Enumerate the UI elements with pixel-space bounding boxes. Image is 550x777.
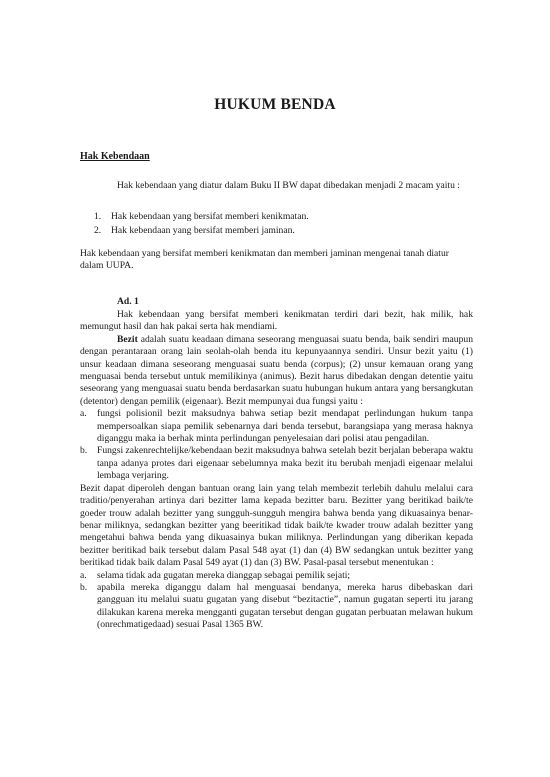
list-item-text: selama tidak ada gugatan mereka dianggap sebagai pemilik sejati;: [97, 569, 351, 581]
intro-paragraph: Hak kebendaan yang diatur dalam Buku II BW dapat dibedakan menjadi 2 macam yaitu :: [117, 180, 460, 191]
list-item-text: apabila mereka diganggu dalam hal menguasai bendanya, mereka harus dibebaskan dari gangguan itu melalui suatu gugatan yang disebut “bezitactie”, namun gugatan seperti itu jarang dilakukan karena mereka mengganti gugatan tersebut dengan gugatan perbuatan melawan hukum (onrechmatigedaad) sesuai Pasal 1365 BW.: [97, 581, 473, 631]
list-item: [94, 225, 473, 237]
list-item-text: Hak kebendaan yang bersifat memberi jaminan.: [111, 224, 295, 236]
list-item: [80, 570, 473, 582]
list-marker: a.: [80, 408, 87, 420]
list-marker: b.: [80, 445, 88, 457]
list-item-text: Hak kebendaan yang bersifat memberi kenikmatan.: [111, 211, 309, 222]
list-marker: a.: [80, 569, 87, 581]
list-item-text: Fungsi zakenrechtelijke/kebendaan bezit maksudnya bahwa setelah bezit berjalan beberapa waktu tanpa adanya protes dari eigenaar sebelumnya maka bezit itu berubah menjadi eigenaar melalui lembaga verjaring.: [97, 445, 473, 482]
list-item: [80, 582, 473, 632]
summary-paragraph: Hak kebendaan yang bersifat memberi kenikmatan dan memberi jaminan mengenai tanah diatur dalam UUPA.: [80, 248, 449, 272]
subsection-heading: Ad. 1: [117, 296, 139, 307]
bezit-paragraph: [80, 334, 473, 408]
fungsi-list: [80, 408, 473, 482]
ketentuan-list: [80, 570, 473, 632]
bezit-term: Bezit: [117, 333, 138, 345]
document-title: HUKUM BENDA: [214, 96, 336, 113]
list-item: [80, 408, 473, 445]
list-number: 2.: [94, 224, 102, 236]
ad1-paragraph-3: Bezit dapat diperoleh dengan bantuan orang lain yang telah membezit terlebih dahulu melalui cara traditio/penyerahan artinya dari bezitter lama kepada bezitter baru. Bezitter yang beritikad baik/te goeder trouw adalah bezitter yang sungguh-sungguh mengira bahwa benda yang dikuasainya benar-benar miliknya, sedangkan bezitter yang beeritikad tidak baik/te kwader trouw adalah bezitter yang mengetahui bahwa benda yang dikuasainya bukan miliknya. Perlindungan yang diberikan kepada bezitter beritikad baik tersebut dalam Pasal 548 ayat (1) dan (4) BW sedangkan untuk bezitter yang beritikad tidak baik dalam Pasal 549 ayat (1) dan (3) BW. Pasal-pasal tersebut menentukan :: [80, 482, 473, 569]
list-item: [94, 211, 473, 223]
list-item-text: fungsi polisionil bezit maksudnya bahwa setiap bezit mendapat perlindungan hukum tanpa mempersoalkan siapa pemilik sebenarnya dari benda tersebut, barangsiapa yang merasa haknya diganggu maka ia berhak minta perlindungan penyelesaian dari polisi atau pengadilan.: [97, 408, 473, 445]
list-number: 1.: [94, 211, 102, 222]
list-item: [80, 445, 473, 482]
numbered-list: [94, 211, 473, 239]
ad1-body: [80, 309, 473, 632]
section-heading: Hak Kebendaan: [80, 151, 150, 162]
ad1-paragraph-1: Hak kebendaan yang bersifat memberi kenikmatan terdiri dari bezit, hak milik, hak memungut hasil dan hak pakai serta hak mendiami.: [80, 309, 473, 333]
bezit-definition: adalah suatu keadaan dimana seseorang menguasai suatu benda, baik sendiri maupun dengan perantaraan orang lain seolah-olah benda itu kepunyaannya sendiri. Unsur bezit yaitu (1) unsur keadaan dimana seseorang menguasai suatu benda (corpus); (2) unsur kemauan orang yang menguasai benda tersebut untuk memilikinya (animus). Bezit harus dibedakan dengan detentie yaitu seseorang yang menguasai suatu benda berdasarkan suatu hubungan hukum antara yang bersangkutan (detentor) dengan pemilik (eigenaar). Bezit mempunyai dua fungsi yaitu :: [80, 333, 473, 407]
list-marker: b.: [80, 581, 88, 593]
